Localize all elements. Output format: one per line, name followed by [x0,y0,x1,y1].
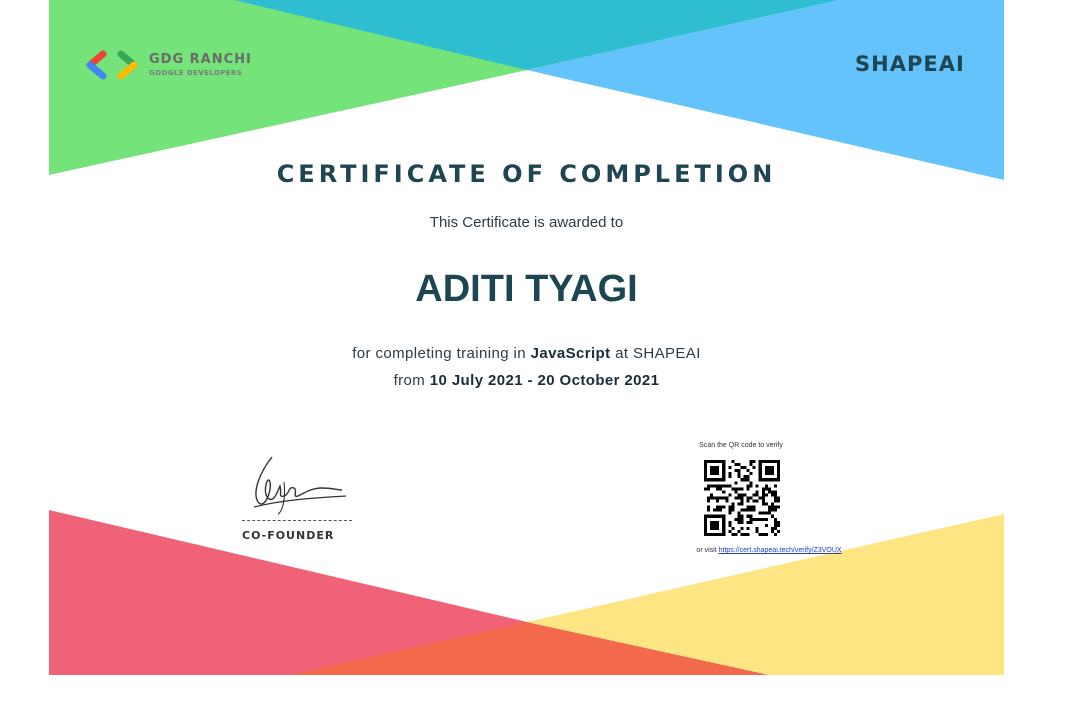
qr-module [740,533,743,536]
qr-module [747,484,750,487]
qr-module [740,503,743,506]
qr-module [762,493,765,496]
qr-module [737,530,740,533]
qr-module [719,496,722,499]
qr-module [747,521,750,524]
from-text: from [393,372,426,389]
qr-module [777,500,780,503]
qr-module [725,500,728,503]
qr-module [762,503,765,506]
qr-module [740,478,743,481]
qr-module [756,500,759,503]
qr-module [737,487,740,490]
qr-module [771,493,774,496]
training-line [49,345,1004,362]
qr-module [747,515,750,518]
qr-module [716,509,719,512]
qr-module [731,460,734,463]
qr-module [734,487,737,490]
qr-module [753,493,756,496]
qr-module [747,478,750,481]
qr-module [765,533,768,536]
qr-module [771,490,774,493]
qr-module [753,506,756,509]
qr-module [716,487,719,490]
qr-module [750,472,753,475]
qr-module [762,500,765,503]
qr-module [771,515,774,518]
qr-module [765,487,768,490]
qr-code-icon[interactable] [704,460,780,536]
qr-module [774,533,777,536]
qr-instruction: Scan the QR code to verify [699,442,783,449]
recipient-name: ADITI TYAGI [415,268,638,310]
qr-module [759,496,762,499]
qr-module [713,484,716,487]
qr-module [750,463,753,466]
verify-link-line [609,547,929,554]
qr-module [737,496,740,499]
qr-module [750,460,753,463]
qr-module [728,493,731,496]
qr-module [768,490,771,493]
qr-module [747,475,750,478]
qr-module [719,509,722,512]
at-text: at SHAPEAI [615,345,701,362]
qr-module [765,493,768,496]
qr-module [753,500,756,503]
qr-module [734,469,737,472]
qr-module [728,475,731,478]
qr-module [744,466,747,469]
qr-module [734,496,737,499]
qr-module [777,530,780,533]
qr-module [731,509,734,512]
qr-module [719,487,722,490]
qr-module [744,533,747,536]
qr-module [707,509,710,512]
gdg-logo-icon [83,48,141,82]
qr-module [737,518,740,521]
qr-module [774,518,777,521]
qr-module [777,496,780,499]
qr-module [710,493,713,496]
qr-module [737,475,740,478]
course-name: JavaScript [530,345,611,362]
qr-module [707,487,710,490]
qr-module [731,503,734,506]
qr-module [771,503,774,506]
qr-module [774,521,777,524]
date-line [49,372,1004,389]
qr-module [737,472,740,475]
qr-module [734,533,737,536]
awarded-text: This Certificate is awarded to [429,214,624,231]
qr-module [750,515,753,518]
qr-module [750,484,753,487]
qr-module [774,509,777,512]
qr-module [774,496,777,499]
gdg-subtitle: GOOGLE DEVELOPERS [149,69,243,77]
qr-module [710,484,713,487]
qr-module [747,533,750,536]
qr-module [747,506,750,509]
qr-module [765,512,768,515]
qr-module [707,500,710,503]
qr-module [753,460,756,463]
qr-module [737,493,740,496]
qr-module [762,490,765,493]
qr-module [710,496,713,499]
qr-module [728,524,731,527]
qr-module [753,509,756,512]
qr-module [747,487,750,490]
qr-module [768,487,771,490]
qr-module [728,530,731,533]
qr-module [716,506,719,509]
qr-module [756,518,759,521]
background-shapes [49,0,1004,675]
qr-module [774,506,777,509]
gdg-title: GDG RANCHI [149,52,252,67]
qr-module [759,518,762,521]
qr-module [774,490,777,493]
qr-module [774,524,777,527]
signature-role: CO-FOUNDER [242,529,335,542]
qr-module [756,484,759,487]
qr-module [762,487,765,490]
qr-module [716,496,719,499]
qr-module [728,512,731,515]
qr-module [744,493,747,496]
qr-module [734,463,737,466]
qr-module [777,506,780,509]
qr-module [744,509,747,512]
qr-module [728,509,731,512]
qr-module [740,515,743,518]
certificate [49,0,1004,675]
qr-module [762,512,765,515]
qr-module [777,524,780,527]
or-visit-text: or visit [696,547,717,554]
qr-module [750,521,753,524]
gdg-logo [83,48,252,82]
qr-module [747,527,750,530]
qr-module [737,463,740,466]
qr-module [740,487,743,490]
qr-module [713,509,716,512]
qr-module [728,466,731,469]
qr-module [731,533,734,536]
qr-module [747,496,750,499]
qr-module [728,506,731,509]
qr-module [768,512,771,515]
qr-module [759,512,762,515]
qr-module [737,512,740,515]
qr-module [731,527,734,530]
qr-module [768,506,771,509]
qr-module [740,496,743,499]
qr-module [768,509,771,512]
qr-module [771,530,774,533]
qr-module [756,490,759,493]
qr-module [737,521,740,524]
qr-module [744,478,747,481]
qr-module [765,503,768,506]
qr-module [725,484,728,487]
qr-module [771,509,774,512]
qr-module [771,506,774,509]
qr-module [740,518,743,521]
qr-module [737,469,740,472]
qr-module [731,487,734,490]
qr-module [740,527,743,530]
qr-module [740,521,743,524]
qr-module [747,509,750,512]
verify-url-link[interactable]: https://cert.shapeai.tech/verify/Z3VOUX [718,547,842,554]
qr-module [774,484,777,487]
qr-module [722,496,725,499]
qr-module [707,484,710,487]
qr-module [750,496,753,499]
qr-module [774,493,777,496]
qr-module [771,527,774,530]
qr-module [722,484,725,487]
qr-module [774,527,777,530]
qr-module [737,515,740,518]
qr-module [774,500,777,503]
qr-module [765,518,768,521]
qr-module [722,506,725,509]
qr-module [716,484,719,487]
qr-module [728,521,731,524]
qr-module [716,500,719,503]
qr-module [728,472,731,475]
qr-module [707,506,710,509]
qr-module [762,496,765,499]
shapeai-logo: SHAPEAI [855,52,965,76]
qr-module [750,518,753,521]
qr-module [722,490,725,493]
training-prefix: for completing training in [352,345,527,362]
qr-module [756,530,759,533]
qr-module [740,493,743,496]
qr-module [740,509,743,512]
qr-module [704,487,707,490]
qr-module [762,518,765,521]
qr-module [719,506,722,509]
qr-module [747,500,750,503]
qr-module [734,518,737,521]
qr-module [753,518,756,521]
qr-module [744,475,747,478]
qr-module [734,481,737,484]
qr-module [725,496,728,499]
date-range: 10 July 2021 - 20 October 2021 [429,372,660,389]
qr-module [740,466,743,469]
qr-module [759,533,762,536]
qr-module [731,506,734,509]
qr-module [750,506,753,509]
qr-module [765,524,768,527]
qr-module [750,481,753,484]
qr-module [734,490,737,493]
signature-image [242,452,352,517]
qr-module [753,466,756,469]
qr-module [740,500,743,503]
qr-module [737,503,740,506]
qr-module [762,533,765,536]
certificate-title: CERTIFICATE OF COMPLETION [276,160,777,188]
qr-module [750,509,753,512]
qr-module [728,484,731,487]
qr-module [719,484,722,487]
qr-module [756,527,759,530]
qr-module [707,496,710,499]
qr-module [777,521,780,524]
qr-module [765,484,768,487]
qr-module [747,469,750,472]
qr-module [756,493,759,496]
signature-line [242,520,352,521]
qr-module [713,496,716,499]
